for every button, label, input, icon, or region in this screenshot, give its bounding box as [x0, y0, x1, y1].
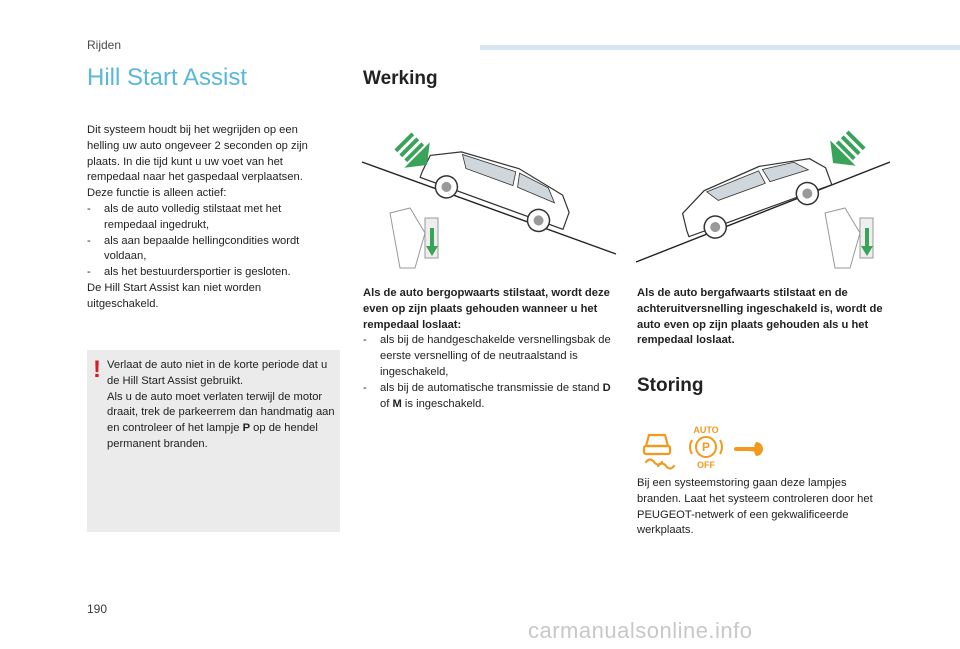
exclamation-icon: !: [93, 356, 101, 383]
warning-line-1: Verlaat de auto niet in de korte periode dat u de Hill Start Assist gebruikt.: [107, 359, 328, 387]
uphill-list: [363, 333, 618, 412]
pedal-icon: [390, 208, 438, 268]
p-label: P: [701, 440, 711, 454]
downhill-illustration: [630, 118, 895, 278]
car-slope-icon: [675, 145, 836, 247]
wrench-icon: [734, 442, 763, 456]
page-number: 190: [87, 602, 108, 616]
list-item: - als aan bepaalde hellingcondities wordt voldaan,: [87, 234, 300, 263]
warning-text: [107, 358, 337, 453]
pedal-icon: [825, 208, 873, 268]
car-slope-icon: [416, 138, 577, 240]
list-item: - als bij de automatische transmissie de stand D of M is ingeschakeld.: [363, 381, 611, 410]
auto-label: AUTO: [693, 425, 719, 435]
warning-lamps: [640, 422, 780, 472]
green-arrow-icon: [820, 126, 869, 175]
car-skid-icon: [644, 435, 674, 469]
downhill-section: [637, 286, 892, 349]
werking-heading: Werking: [363, 68, 438, 89]
page-title: Hill Start Assist: [87, 64, 248, 91]
warning-line-2: Als u de auto moet verlaten terwijl de motor draait, trek de parkeerrem dan handmatig aan en controleer of het lampje P op de hendel permanent branden.: [107, 390, 335, 450]
intro-section: [87, 123, 327, 313]
intro-closing: De Hill Start Assist kan niet worden uitgeschakeld.: [87, 281, 262, 310]
list-item: - als het bestuurdersportier is gesloten.: [87, 266, 291, 279]
condition-intro: Deze functie is alleen actief:: [87, 187, 227, 200]
storing-text: Bij een systeemstoring gaan deze lampjes branden. Laat het systeem controleren door het PEUGEOT-netwerk of een gekwalificeerde werkplaats.: [637, 477, 873, 537]
off-label: OFF: [697, 460, 715, 470]
list-item: - als de auto volledig stilstaat met het rempedaal ingedrukt,: [87, 202, 282, 231]
downhill-heading: Als de auto bergafwaarts stilstaat en de achteruitversnelling ingeschakeld is, wordt de auto even op zijn plaats gehouden als u het rempedaal loslaat.: [637, 287, 883, 347]
section-label: Rijden: [87, 38, 122, 52]
uphill-illustration: [360, 118, 620, 278]
intro-paragraph: Dit systeem houdt bij het wegrijden op een helling uw auto ongeveer 2 seconden op zijn plaats. In die tijd kunt u uw voet van het rempedaal naar het gaspedaal verplaatsen.: [87, 124, 308, 184]
warning-box: [87, 350, 340, 532]
condition-list: [87, 202, 327, 281]
auto-p-off-icon: [690, 425, 722, 470]
uphill-heading: Als de auto bergopwaarts stilstaat, wordt deze even op zijn plaats gehouden wanneer u het rempedaal loslaat:: [363, 287, 610, 331]
storing-heading: Storing: [637, 375, 704, 396]
uphill-section: [363, 286, 618, 412]
header-bar: [480, 45, 960, 50]
list-item: - als bij de handgeschakelde versnellingsbak de eerste versnelling of de neutraalstand is ingeschakeld,: [363, 334, 611, 378]
watermark: carmanualsonline.info: [528, 618, 753, 643]
